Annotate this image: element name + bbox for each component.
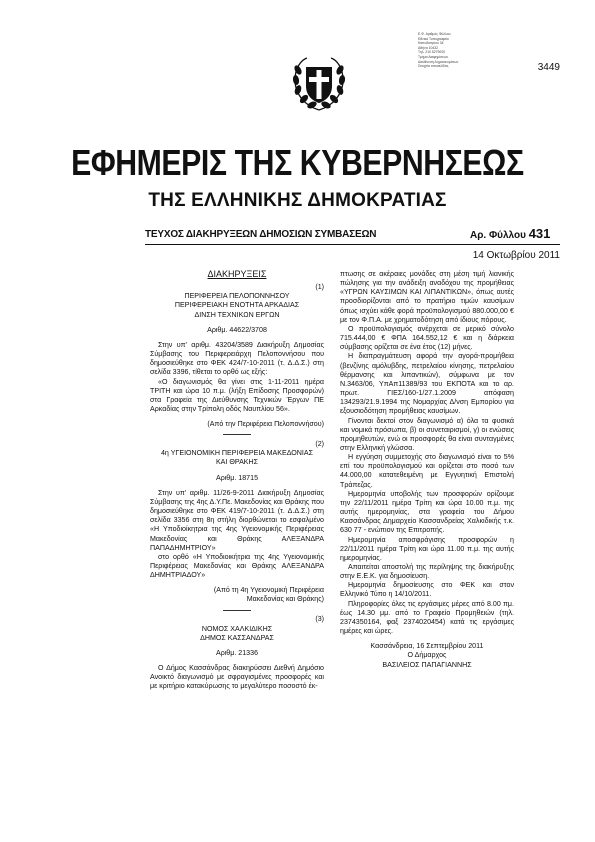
issue-date: 14 Οκτωβρίου 2011 <box>472 250 560 261</box>
notice-3-number: (3) <box>315 615 324 624</box>
notice-3-body-9: Απαιτείται αποστολή της περίληψης της διακήρυξης στην Ε.Ε.Κ. για δημοσίευση. <box>340 563 514 581</box>
notice-3-body-1: Ο Δήμος Κασσάνδρας διακηρύσσει Διεθνή Δημόσιο Ανοικτό διαγωνισμό με σφραγισμένες προσφορές και με κριτήριο κατακύρωσης το μεγαλύτερο ποσοστό έκ- <box>150 664 324 691</box>
notice-1-number: (1) <box>315 283 324 292</box>
left-column <box>150 270 324 692</box>
issue-label: Αρ. Φύλλου <box>470 230 529 241</box>
issue-number: 431 <box>528 226 551 241</box>
printer-note: Ε.Φ. Αριθμός Φύλλου Εθνικό Τυπογραφείο Καποδιστρίου 34 Αθήνα 10432 Τηλ. 210 5279000 Τμήμα Διαφημίσεων Διεύθυνση Δημοσιευμάτων Στοιχεία ιστοσελίδας <box>418 32 459 69</box>
notice-1-ref: Αριθμ. 44622/3708 <box>207 325 267 334</box>
notice-3-body-6: Η εγγύηση συμμετοχής στο διαγωνισμό είναι το 5% επί του προϋπολογισμού και ορίζεται στο ποσό των 44.000,00 κατατεθειμένη με Εγγυητική Επιστολή Τράπεζας. <box>340 453 514 489</box>
notice-2-signature-1: (Από τη 4η Υγειονομική Περιφέρεια <box>213 586 324 595</box>
notice-3-body-11: Πληροφορίες όλες τις εργάσιμες μέρες από 8.00 πμ. έως 14.30 μμ. από το Γραφείο Προμηθειών (τηλ. 2374350164, φαξ 2374020454) κατά τις εργάσιμες ημέρες και ώρες. <box>340 599 514 636</box>
notice-2-body-1: Στην υπ' αριθμ. 11/26-9-2011 Διακήρυξη Δημοσίας Σύμβασης της 4ης Δ.Υ.Πε. Μακεδονίας και Θράκης που δημοσιεύθηκε στο ΦΕΚ 419/7-10-2011 (τ. Δ.Δ.Σ.) στη σελίδα 3356 στη 8η στήλη διορθώνεται το εσφαλμένο «Η Υποδιοίκητρια της 4ης Υγειονομικής Περιφέρειας Μακεδονίας και Θράκης ΑΛΕΞΑΝΔΡΑ ΠΑΠΑΔΗΜΗΤΡΙΟΥ» <box>150 488 324 552</box>
notice-3-signature-name: ΒΑΣΙΛΕΙΟΣ ΠΑΠΑΓΙΑΝΝΗΣ <box>382 660 472 669</box>
notice-3-signature-role: Ο Δήμαρχος <box>407 651 447 660</box>
notice-3-body-5: Γίνονται δεκτοί στον διαγωνισμό α) όλα τα φυσικά και νομικά πρόσωπα, β) οι συνεταιρισμοί, γ) οι ενώσεις προμηθευτών, ενώ οι προσφορές θα είναι συνταγμένες στην Ελληνική γλώσσα. <box>340 416 514 452</box>
notice-2-org-1: 4η ΥΓΕΙΟΝΟΜΙΚΗ ΠΕΡΙΦΕΡΕΙΑ ΜΑΚΕΔΟΝΙΑΣ <box>160 449 314 458</box>
notice-3-org-1: ΝΟΜΟΣ ΧΑΛΚΙΔΙΚΗΣ <box>201 624 273 633</box>
notice-1-body-2: «Ο διαγωνισμός θα γίνει στις 1-11-2011 ημέρα ΤΡΙΤΗ και ώρα 10 π.μ. (λήξη Επίδοσης Προσφορών) στα Γραφεία της Διεύθυνσης Τεχνικών Έργων ΠΕ Αρκαδίας στην Τρίπολη οδός Ναυπλίου 56». <box>150 377 324 414</box>
notice-1-signature: (Από την Περιφέρεια Πελοποννήσου) <box>207 420 324 429</box>
notice-3-body-10: Ημερομηνία δημοσίευσης στο ΦΕΚ και στον Ελληνικό Τύπο η 14/10/2011. <box>340 581 514 599</box>
notice-3-body-7: Ημερομηνία υποβολής των προσφορών ορίζουμε την 22/11/2011 ημέρα Τρίτη και ώρα 10.00 π.μ. της αυτής ημερομηνίας, στα γραφεία του Δήμου Κασσάνδρας Δημαρχείο Κασσανδρείας Χαλκιδικής τ.κ. 630 77 - ενώπιον της Επιτροπής. <box>340 489 514 535</box>
greek-coat-of-arms-icon <box>287 50 351 114</box>
separator <box>223 434 251 435</box>
gazette-title: ΕΦΗΜΕΡΙΣ ΤΗΣ ΚΥΒΕΡΝΗΣΕΩΣ <box>71 142 524 183</box>
notice-3-ref: Αριθμ. 21336 <box>215 648 259 657</box>
right-column <box>340 270 514 670</box>
notice-2-org-2: ΚΑΙ ΘΡΑΚΗΣ <box>215 458 259 467</box>
notice-2-body-2: στο ορθό «Η Υποδιοικήτρια της 4ης Υγειονομικής Περιφέρειας Μακεδονίας και Θράκης ΑΛΕΞΑΝΔΡΑ ΔΗΜΗΤΡΙΑΔΟΥ» <box>150 552 324 580</box>
issue-number-block <box>470 226 550 241</box>
notice-3-place-date: Κασσάνδρεια, 16 Σεπτεμβρίου 2011 <box>370 642 484 651</box>
notice-3-body-4: Η διαπραγμάτευση αφορά την αγορά-προμήθεια (βενζίνης αμόλυβδης, πετρελαίου κίνησης, πετρελαίου θέρμανσης και λιπαντικών), σύμφωνα με τον Ν.3463/06, ΥπΑπ11389/93 του ΕΚΠΟΤΑ και το αρ. πρωτ. ΓΙΕΣ/160-1/27.1.2009 απόφαση 134293/21.9.1994 της Νομαρχίας Δ/νση Εμπορίου για εξουσιοδότηση προμήθειας καυσίμων. <box>340 352 514 416</box>
gazette-subtitle: ΤΗΣ ΕΛΛΗΝΙΚΗΣ ΔΗΜΟΚΡΑΤΙΑΣ <box>148 190 447 211</box>
notice-1-org-1: ΠΕΡΙΦΕΡΕΙΑ ΠΕΛΟΠΟΝΝΗΣΟΥ <box>184 292 290 301</box>
separator <box>223 610 251 611</box>
notice-3-org-2: ΔΗΜΟΣ ΚΑΣΣΑΝΔΡΑΣ <box>200 633 274 642</box>
notice-2-signature-2: Μακεδονίας και Θράκης) <box>246 595 324 604</box>
notice-1-body-1: Στην υπ' αριθμ. 43204/3589 Διακήρυξη Δημοσίας Σύμβασης του Περιφερειάρχη Πελοποννήσου που δημοσιεύθηκε στο ΦΕΚ 424/7-10-2011 (τ. Δ.Δ.Σ.) στη σελίδα 3396, τίθεται το ορθό ως εξής: <box>150 340 324 377</box>
header-rule <box>145 244 560 245</box>
page-number: 3449 <box>537 62 560 73</box>
notice-3-body-3: Ο προϋπολογισμός ανέρχεται σε μερικό σύνολο 715.444,00 € ΦΠΑ 164.552,12 € και η διάρκεια σύμβασης ορίζεται σε ένα έτος (12) μήνες. <box>340 324 514 352</box>
notice-3-body-8: Ημερομηνία αποσφράγισης προσφορών η 22/11/2011 ημέρα Τρίτη και ώρα 11.00 π.μ. της αυτής ημερομηνίας. <box>340 535 514 562</box>
notice-2-number: (2) <box>315 440 324 449</box>
notice-1-org-2: ΠΕΡΙΦΕΡΕΙΑΚΗ ΕΝΟΤΗΤΑ ΑΡΚΑΔΙΑΣ <box>174 301 300 310</box>
section-heading: ΔΙΑΚΗΡΥΞΕΙΣ <box>207 269 267 279</box>
issue-series: ΤΕΥΧΟΣ ΔΙΑΚΗΡΥΞΕΩΝ ΔΗΜΟΣΙΩΝ ΣΥΜΒΑΣΕΩΝ <box>145 229 377 240</box>
notice-1-org-3: ΔΙΝΣΗ ΤΕΧΝΙΚΩΝ ΕΡΓΩΝ <box>194 310 280 319</box>
notice-2-ref: Αριθμ. 18715 <box>215 473 259 482</box>
notice-3-body-2: πτωσης σε ακέραιες μονάδες στη μέση τιμή λιανικής πώλησης για την ανάδειξη αναδόχου της προμήθειας «ΥΓΡΩΝ ΚΑΥΣΙΜΩΝ ΚΑΙ ΛΙΠΑΝΤΙΚΩΝ», όπως αυτές προσδιορίζονται από το πρατήριο τιμών καυσίμων όπως ισχύει κάθε φορά προϋπολογισμού 880.000,00 € με τον Φ.Π.Α. με χρηματοδότηση από ίδιους πόρους. <box>340 270 514 324</box>
